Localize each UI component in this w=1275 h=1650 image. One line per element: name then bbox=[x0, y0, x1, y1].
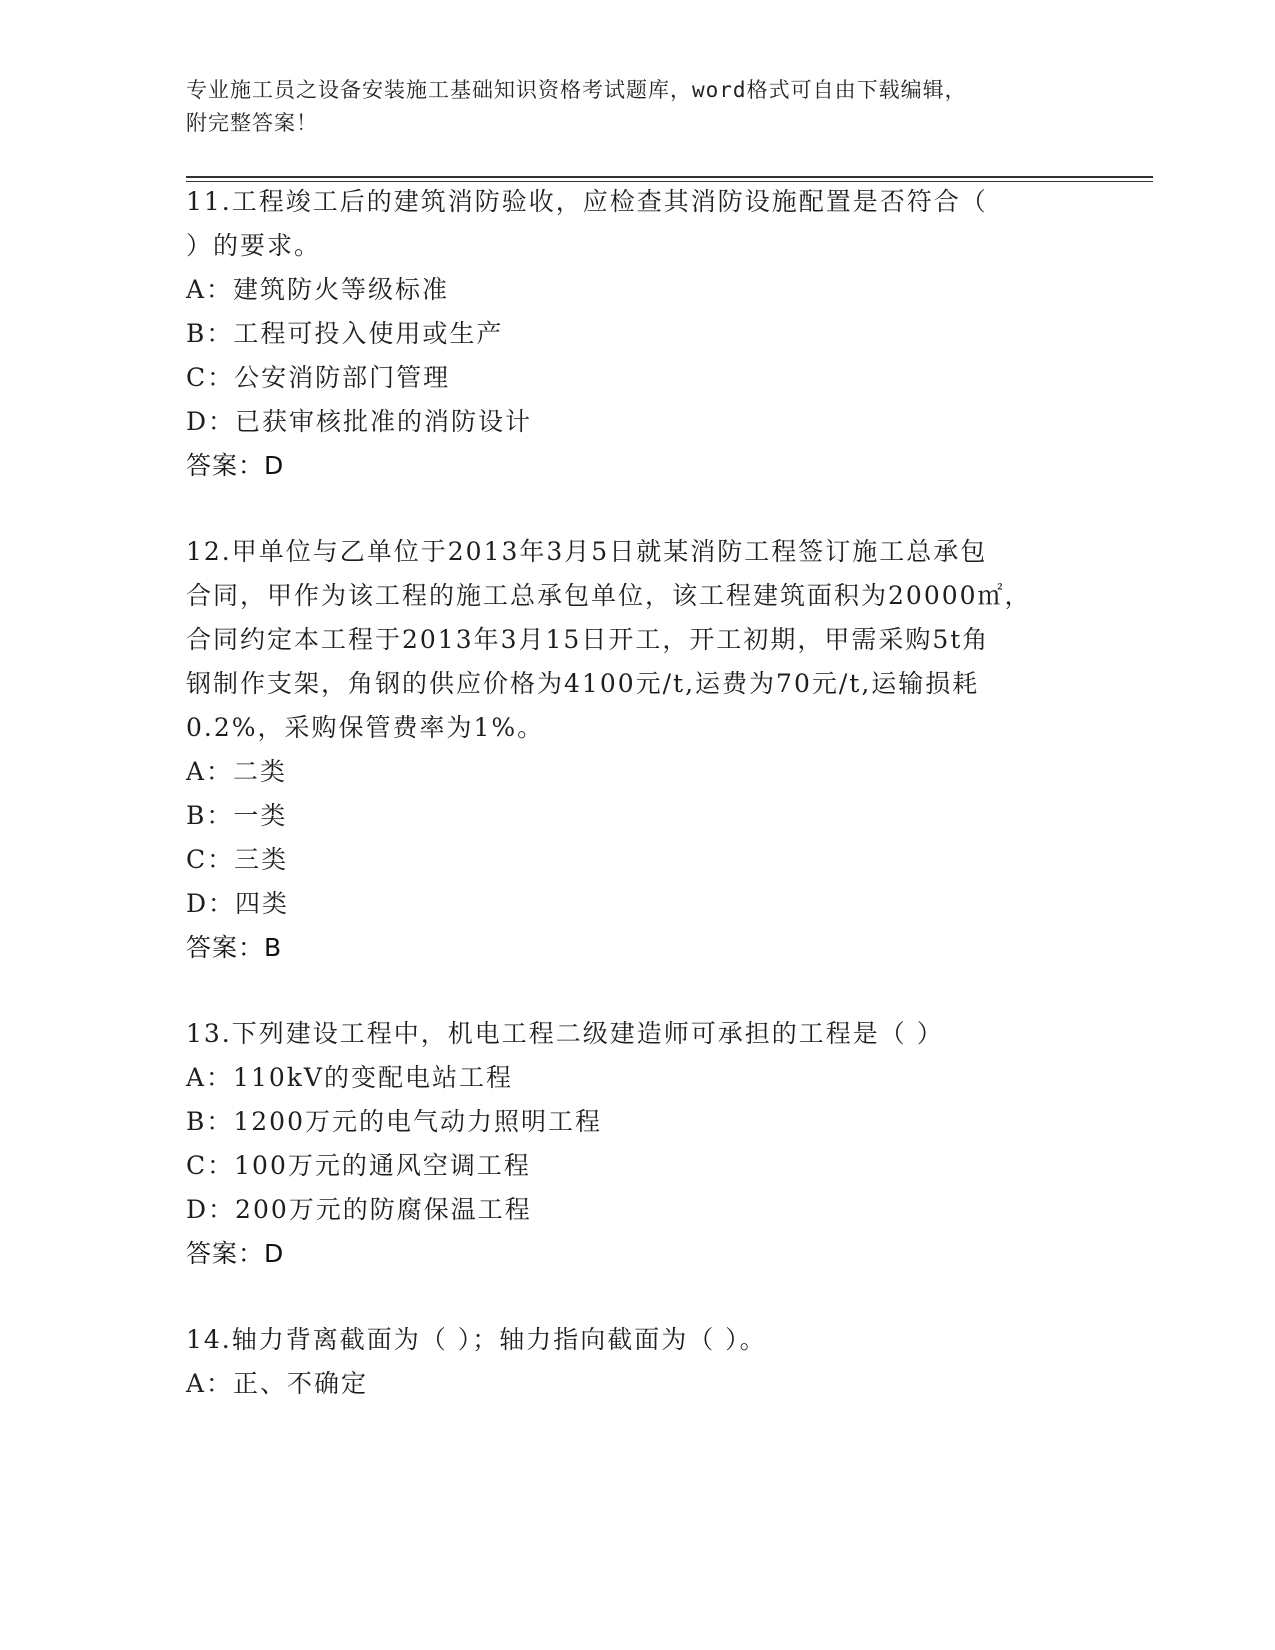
question-12-option-a: A：二类 bbox=[186, 757, 288, 786]
question-12-stem-line-4: 钢制作支架，角钢的供应价格为4100元/t,运费为70元/t,运输损耗 bbox=[186, 669, 980, 698]
question-11-option-c: C：公安消防部门管理 bbox=[186, 363, 451, 392]
question-11-option-b: B：工程可投入使用或生产 bbox=[186, 319, 504, 348]
question-13-option-d: D：200万元的防腐保温工程 bbox=[186, 1195, 532, 1224]
question-14-option-a: A：正、不确定 bbox=[186, 1369, 369, 1398]
question-11-stem-line-1: 11.工程竣工后的建筑消防验收，应检查其消防设施配置是否符合（ bbox=[186, 187, 988, 216]
document-header bbox=[186, 74, 1066, 140]
question-12-stem-line-2: 合同，甲作为该工程的施工总承包单位，该工程建筑面积为20000㎡， bbox=[186, 581, 1032, 610]
question-11-stem-line-2: ）的要求。 bbox=[186, 231, 322, 260]
question-12-option-d: D：四类 bbox=[186, 889, 290, 918]
question-12-answer: 答案：B bbox=[186, 933, 283, 962]
header-line-1: 专业施工员之设备安装施工基础知识资格考试题库，word格式可自由下载编辑， bbox=[186, 78, 967, 102]
question-12-option-b: B：一类 bbox=[186, 801, 288, 830]
question-12-stem-line-5: 0.2%，采购保管费率为1%。 bbox=[186, 713, 545, 742]
question-11-answer: 答案：D bbox=[186, 451, 285, 480]
question-12-stem-line-3: 合同约定本工程于2013年3月15日开工，开工初期，甲需采购5t角 bbox=[186, 625, 990, 654]
header-line-2: 附完整答案！ bbox=[186, 111, 318, 135]
question-12-stem-line-1: 12.甲单位与乙单位于2013年3月5日就某消防工程签订施工总承包 bbox=[186, 537, 988, 566]
header-divider-thin bbox=[186, 181, 1153, 182]
question-13-option-c: C：100万元的通风空调工程 bbox=[186, 1151, 531, 1180]
header-divider-thick bbox=[186, 176, 1153, 178]
question-13-answer: 答案：D bbox=[186, 1239, 285, 1268]
question-13-option-b: B：1200万元的电气动力照明工程 bbox=[186, 1107, 602, 1136]
question-11-option-a: A：建筑防火等级标准 bbox=[186, 275, 450, 304]
question-11-option-d: D：已获审核批准的消防设计 bbox=[186, 407, 533, 436]
question-12-option-c: C：三类 bbox=[186, 845, 289, 874]
question-14-stem-line-1: 14.轴力背离截面为（ ）；轴力指向截面为（ ）。 bbox=[186, 1325, 767, 1354]
question-13-stem-line-1: 13.下列建设工程中，机电工程二级建造师可承担的工程是（ ） bbox=[186, 1019, 944, 1048]
question-13-option-a: A：110kV的变配电站工程 bbox=[186, 1063, 513, 1092]
